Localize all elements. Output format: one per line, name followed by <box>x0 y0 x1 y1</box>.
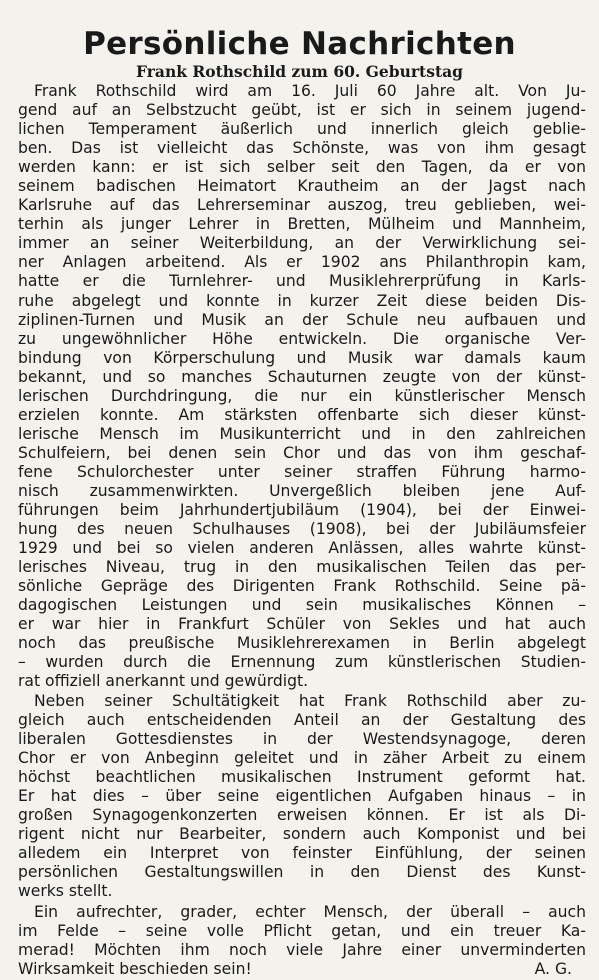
paragraph-3 <box>18 903 586 979</box>
text-line: Ein aufrechter, grader, echter Mensch, der überall – auch <box>34 903 586 921</box>
closing-text: Wirksamkeit beschieden sein! <box>18 960 252 979</box>
text-line: hatte er die Turnlehrer- und Musiklehrerprüfung in Karls- <box>18 272 586 291</box>
paragraph-2 <box>18 692 586 863</box>
text-line: bindung von Körperschulung und Musik war damals kaum <box>18 348 586 367</box>
text-line: erzielen konnte. Am stärksten offenbarte sich dieser künst- <box>18 405 586 424</box>
text-line: hung des neuen Schulhauses (1908), bei der Jubiläumsfeier <box>18 520 586 539</box>
text-line: Frank Rothschild wird am 16. Juli 60 Jahre alt. Von Ju- <box>34 82 586 100</box>
text-line: persönlichen Gestaltungswillen in den Dienst des Kunst- <box>18 863 586 881</box>
text-line: 1929 und bei so vielen anderen Anlässen, alles wahrte künst- <box>18 539 586 558</box>
text-line: Karlsruhe auf das Lehrerseminar auszog, treu geblieben, wei- <box>18 196 586 215</box>
text-line: Chor er von Anbeginn geleitet und in zäher Arbeit zu einem <box>18 749 586 768</box>
text-line: – wurden durch die Ernennung zum künstlerischen Studien- <box>18 653 586 672</box>
text-line: lerische Mensch im Musikunterricht und in den zahlreichen <box>18 424 586 443</box>
text-line: bekannt, und so manches Schauturnen zeugte von der künst- <box>18 367 586 386</box>
text-line: sönliche Gepräge des Dirigenten Frank Rothschild. Seine pä- <box>18 577 586 596</box>
text-line: ner Anlagen arbeitend. Als er 1902 ans Philanthropin kam, <box>18 253 586 272</box>
text-line: im Felde – seine volle Pflicht getan, und ein treuer Ka- <box>18 922 586 941</box>
text-line: liberalen Gottesdienstes in der Westendsynagoge, deren <box>18 730 586 749</box>
text-line: immer an seiner Weiterbildung, an der Verwirklichung sei- <box>18 234 586 253</box>
paragraph-1 <box>18 82 586 692</box>
text-line: lerisches Niveau, trug in den musikalischen Teilen das per- <box>18 558 586 577</box>
article-headline: Frank Rothschild zum 60. Geburtstag <box>136 62 463 81</box>
text-line: er war hier in Frankfurt Schüler von Sekles und hat auch <box>18 615 586 634</box>
text-line: ziplinen-Turnen und Musik an der Schule neu aufbauen und <box>18 310 586 329</box>
text-line: fene Schulorchester unter seiner straffen Führung harmo- <box>18 462 586 481</box>
text-line: rigent nicht nur Bearbeiter, sondern auch Komponist und bei <box>18 825 586 844</box>
author-signature: A. G. <box>534 960 572 979</box>
text-line: noch das preußische Musiklehrerexamen in Berlin abgelegt <box>18 634 586 653</box>
text-line: gend auf an Selbstzucht geübt, ist er sich in seinem jugend- <box>18 101 586 120</box>
text-line: ben. Das ist vielleicht das Schönste, was von ihm gesagt <box>18 139 586 158</box>
section-title: Persönliche Nachrichten <box>83 26 516 62</box>
text-line: nisch zusammenwirkten. Unvergeßlich bleiben jene Auf- <box>18 481 586 500</box>
text-line: Neben seiner Schultätigkeit hat Frank Rothschild aber zu- <box>34 692 586 710</box>
text-line: dagogischen Leistungen und sein musikalisches Können – <box>18 596 586 615</box>
closing-line <box>18 960 586 979</box>
text-line: führungen beim Jahrhundertjubiläum (1904), bei der Einwei- <box>18 501 586 520</box>
text-line: werden kann: er ist sich selber seit den Tagen, da er von <box>18 158 586 177</box>
paragraph-2-continued <box>18 863 586 901</box>
text-line: seinem badischen Heimatort Krautheim an der Jagst nach <box>18 177 586 196</box>
text-line: alledem ein Interpret von feinster Einfühlung, der seinen <box>18 844 586 863</box>
text-line: merad! Möchten ihm noch viele Jahre einer unverminderten <box>18 941 586 960</box>
text-line: Schulfeiern, bei denen sein Chor und das von ihm geschaf- <box>18 443 586 462</box>
text-line: rat offiziell anerkannt und gewürdigt. <box>18 672 309 691</box>
text-line: Er hat dies – über seine eigentlichen Aufgaben hinaus – in <box>18 787 586 806</box>
text-line: zu ungewöhnlicher Höhe entwickeln. Die organische Ver- <box>18 329 586 348</box>
text-line: terhin als junger Lehrer in Bretten, Mülheim und Mannheim, <box>18 215 586 234</box>
text-line: gleich auch entscheidenden Anteil an der Gestaltung des <box>18 711 586 730</box>
text-line: lichen Temperament äußerlich und innerlich gleich geblie- <box>18 120 586 139</box>
text-line: ruhe abgelegt und konnte in kurzer Zeit diese beiden Dis- <box>18 291 586 310</box>
text-line: lerischen Durchdringung, die nur ein künstlerischer Mensch <box>18 386 586 405</box>
text-line: großen Synagogenkonzerten erweisen können. Er ist als Di- <box>18 806 586 825</box>
text-line: höchst beachtlichen musikalischen Instrument geformt hat. <box>18 768 586 787</box>
text-line: werks stellt. <box>18 882 113 901</box>
